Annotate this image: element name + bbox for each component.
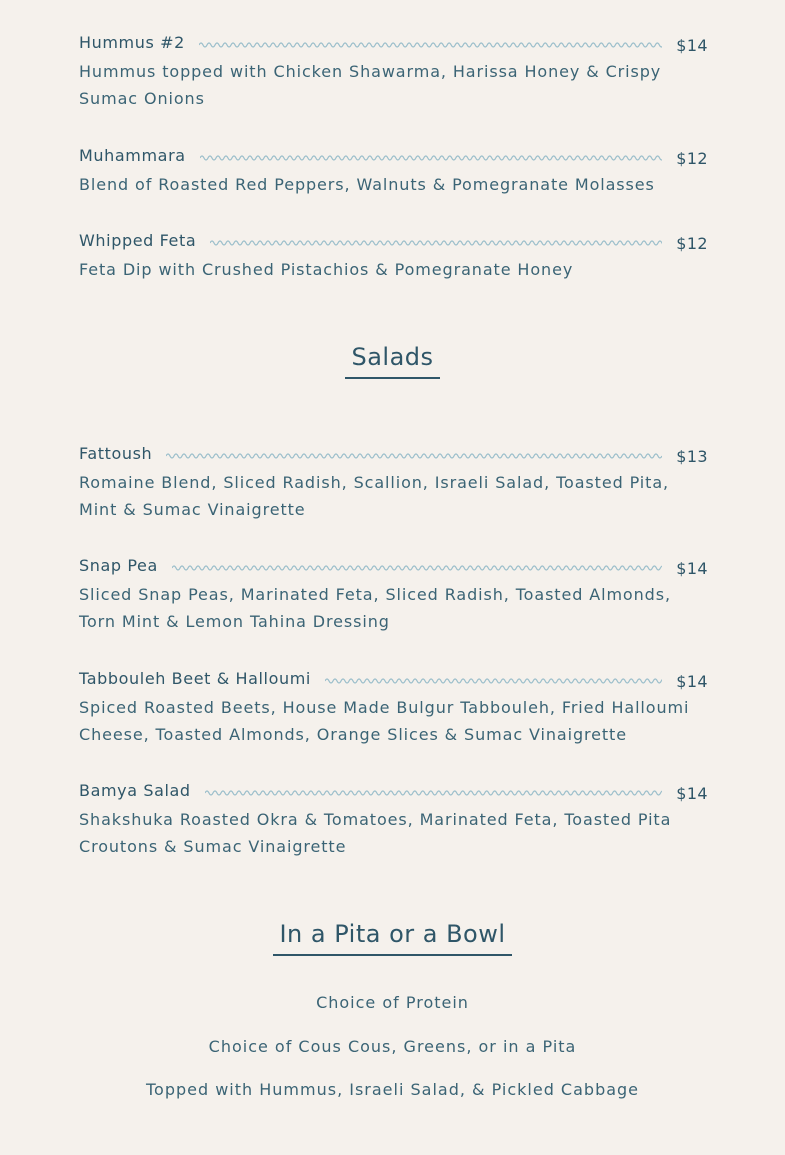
squiggle-svg	[200, 153, 663, 163]
item-name: Whipped Feta	[79, 230, 197, 250]
item-price: $13	[676, 446, 708, 466]
item-name: Snap Pea	[79, 555, 158, 575]
leader-squiggle	[172, 563, 662, 573]
section-title-text: In a Pita or a Bowl	[273, 920, 511, 956]
section-title-salads	[0, 343, 785, 379]
item-description: Spiced Roasted Beets, House Made Bulgur Tabbouleh, Fried Halloumi Cheese, Toasted Almonds, Orange Slices & Sumac Vinaigrette	[79, 698, 690, 744]
item-description: Romaine Blend, Sliced Radish, Scallion, Israeli Salad, Toasted Pita, Mint & Sumac Vinaigrette	[79, 473, 670, 519]
item-header	[79, 553, 708, 577]
item-header	[79, 30, 708, 54]
squiggle-svg	[325, 676, 662, 686]
item-header	[79, 441, 708, 465]
pita-option-base: Choice of Cous Cous, Greens, or in a Pita	[208, 1037, 577, 1056]
item-name: Bamya Salad	[79, 780, 191, 800]
item-name: Muhammara	[79, 145, 186, 165]
leader-squiggle	[325, 676, 662, 686]
leader-squiggle	[200, 153, 663, 163]
item-header	[79, 666, 708, 690]
item-price: $14	[676, 558, 708, 578]
item-description: Shakshuka Roasted Okra & Tomatoes, Marinated Feta, Toasted Pita Croutons & Sumac Vinaigrette	[79, 810, 672, 856]
squiggle-svg	[210, 238, 662, 248]
section-title-text: Salads	[345, 343, 439, 379]
menu-item-bamya-salad	[79, 778, 708, 860]
pita-option-toppings: Topped with Hummus, Israeli Salad, & Pickled Cabbage	[145, 1080, 640, 1099]
item-name: Tabbouleh Beet & Halloumi	[79, 668, 311, 688]
item-price: $12	[676, 233, 708, 253]
item-description: Blend of Roasted Red Peppers, Walnuts & Pomegranate Molasses	[79, 175, 655, 194]
item-header	[79, 228, 708, 252]
pita-option-protein: Choice of Protein	[316, 993, 469, 1012]
item-description: Sliced Snap Peas, Marinated Feta, Sliced Radish, Toasted Almonds, Torn Mint & Lemon Tahina Dressing	[79, 585, 671, 631]
leader-squiggle	[205, 788, 663, 798]
section-title-pita-bowl	[0, 920, 785, 956]
item-name: Hummus #2	[79, 32, 185, 52]
squiggle-svg	[172, 563, 662, 573]
menu-item-fattoush	[79, 441, 708, 523]
squiggle-svg	[199, 40, 662, 50]
item-price: $14	[676, 783, 708, 803]
leader-squiggle	[166, 451, 662, 461]
menu-item-tabbouleh-beet-halloumi	[79, 666, 708, 748]
item-description: Hummus topped with Chicken Shawarma, Harissa Honey & Crispy Sumac Onions	[79, 62, 662, 108]
item-price: $12	[676, 148, 708, 168]
menu-item-muhammara	[79, 143, 708, 198]
item-price: $14	[676, 671, 708, 691]
item-description: Feta Dip with Crushed Pistachios & Pomegranate Honey	[79, 260, 574, 279]
item-header	[79, 143, 708, 167]
item-price: $14	[676, 35, 708, 55]
item-name: Fattoush	[79, 443, 153, 463]
item-header	[79, 778, 708, 802]
squiggle-svg	[205, 788, 663, 798]
leader-squiggle	[210, 238, 662, 248]
squiggle-svg	[166, 451, 662, 461]
menu-item-snap-pea	[79, 553, 708, 635]
menu-item-hummus-2	[79, 30, 708, 112]
leader-squiggle	[199, 40, 662, 50]
menu-item-whipped-feta	[79, 228, 708, 283]
